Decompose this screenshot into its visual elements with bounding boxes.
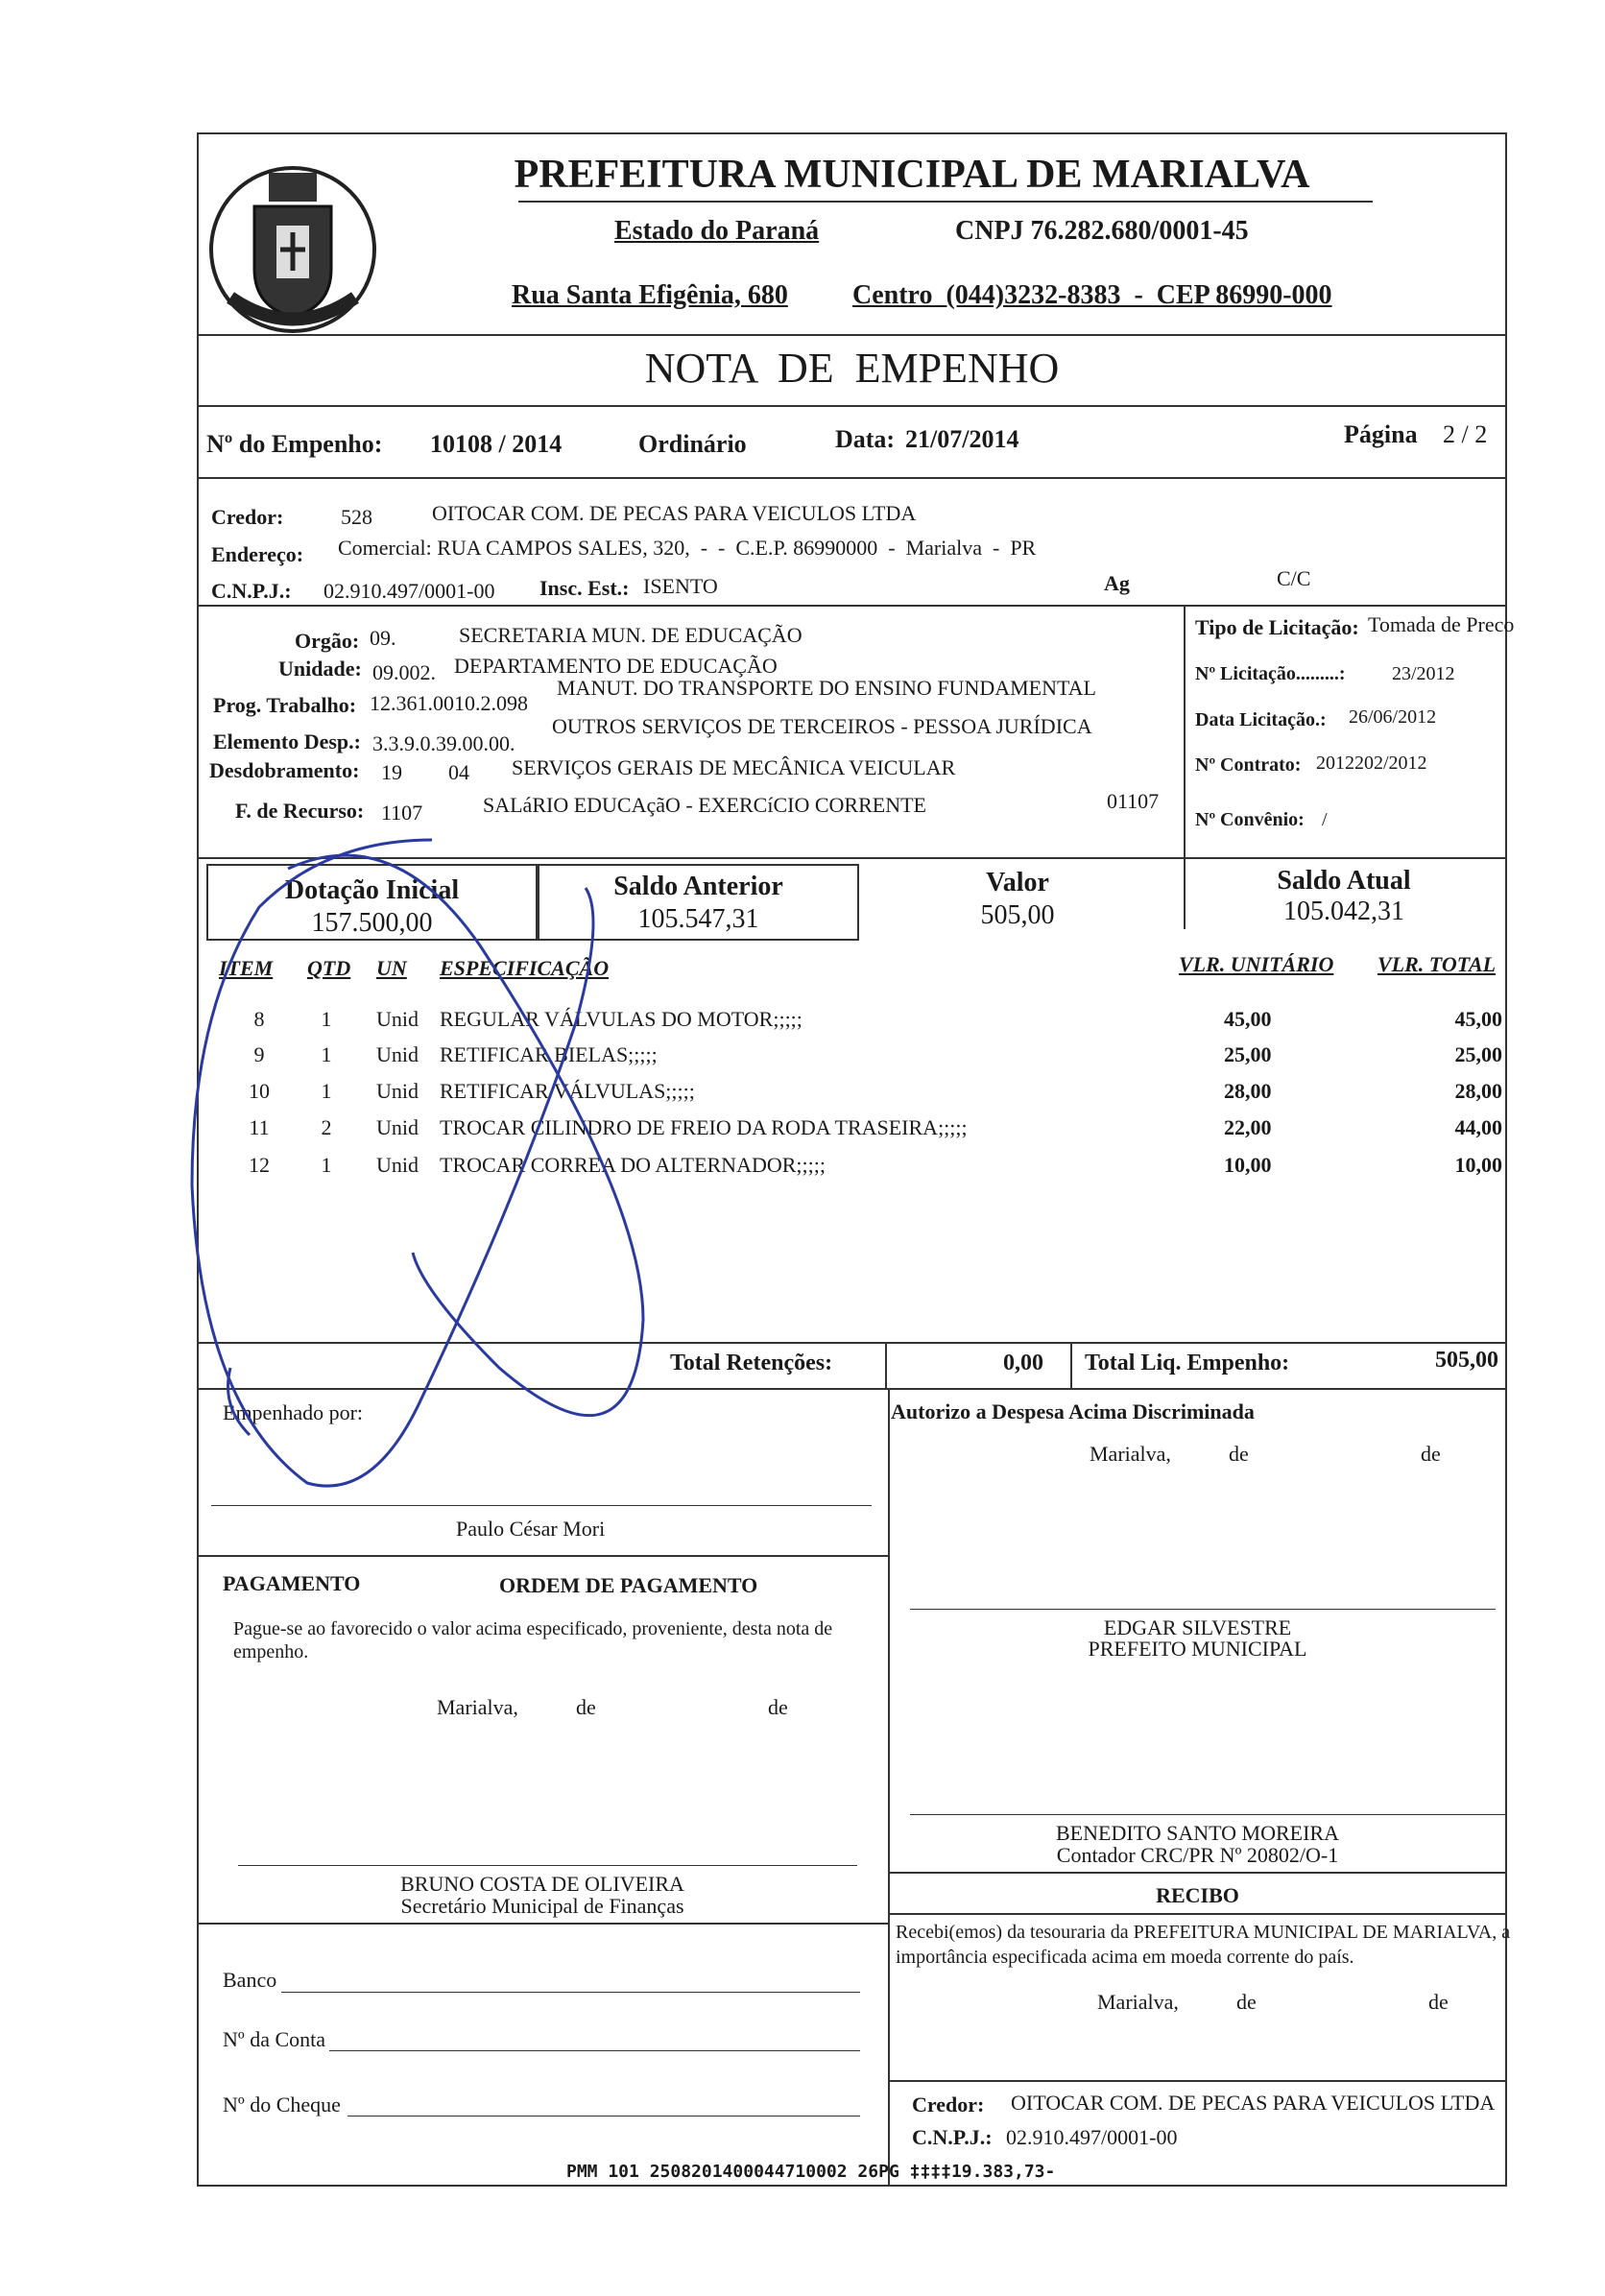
title-underline [518, 201, 1373, 203]
recurso-code2: 01107 [1107, 789, 1160, 813]
prefeito-name: EDGAR SILVESTRE [1103, 1615, 1292, 1639]
item-un: Unid [376, 1153, 419, 1177]
pague-de2: de [768, 1695, 788, 1719]
pague-place: Marialva, [437, 1695, 518, 1719]
item-unit: 10,00 [1224, 1153, 1272, 1177]
item-spec: TROCAR CILINDRO DE FREIO DA RODA TRASEIRA;;;;; [440, 1115, 968, 1139]
header-contact: Centro (044)3232-8383 - CEP 86990-000 [852, 280, 1332, 310]
empenho-type: Ordinário [638, 430, 747, 458]
recibo-label: RECIBO [1156, 1883, 1239, 1907]
orgao-desc: SECRETARIA MUN. DE EDUCAÇÃO [459, 623, 802, 647]
empenho-date: 21/07/2014 [905, 425, 1019, 453]
autorizo-de2: de [1421, 1442, 1441, 1466]
recibo-credor-name: OITOCAR COM. DE PECAS PARA VEICULOS LTDA [1011, 2091, 1496, 2115]
liq-label: Total Liq. Empenho: [1085, 1351, 1290, 1375]
header-address: Rua Santa Efigênia, 680 [512, 280, 788, 310]
item-item: 11 [249, 1115, 270, 1139]
num-licitacao: 23/2012 [1392, 663, 1455, 684]
empenho-number-label: Nº do Empenho: [206, 430, 383, 458]
empenho-number: 10108 / 2014 [430, 430, 563, 458]
convenio: / [1322, 809, 1328, 830]
item-total: 45,00 [1454, 1007, 1502, 1031]
item-un: Unid [376, 1007, 419, 1031]
item-un: Unid [376, 1115, 419, 1139]
item-un: Unid [376, 1042, 419, 1066]
item-qtd: 1 [321, 1079, 332, 1103]
header-title: PREFEITURA MUNICIPAL DE MARIALVA [514, 153, 1310, 197]
contador-name: BENEDITO SANTO MOREIRA [1056, 1821, 1339, 1845]
col-qtd: QTD [307, 956, 351, 980]
dotacao-inicial-label: Dotação Inicial [284, 875, 460, 905]
item-un: Unid [376, 1079, 419, 1103]
ordem-label: ORDEM DE PAGAMENTO [499, 1573, 758, 1597]
num-licitacao-label: Nº Licitação.........: [1195, 663, 1346, 684]
banco-line[interactable] [281, 1992, 860, 1993]
item-total: 28,00 [1454, 1079, 1502, 1103]
header-state: Estado do Paraná [614, 216, 820, 246]
contrato: 2012202/2012 [1316, 753, 1427, 774]
credor-label: Credor: [211, 505, 284, 529]
col-item: ITEM [219, 956, 274, 980]
credor-cnpj: 02.910.497/0001-00 [323, 579, 495, 603]
cheque-label: Nº do Cheque [223, 2093, 341, 2117]
contrato-label: Nº Contrato: [1195, 754, 1302, 776]
handwritten-signature [182, 830, 682, 1502]
unidade-label: Unidade: [278, 657, 362, 681]
item-qtd: 1 [321, 1153, 332, 1177]
cc-label: C/C [1277, 566, 1311, 590]
item-item: 8 [253, 1007, 265, 1031]
recibo-cnpj-label: C.N.P.J.: [912, 2125, 993, 2149]
prog-code: 12.361.0010.2.098 [370, 691, 528, 715]
credor-name: OITOCAR COM. DE PECAS PARA VEICULOS LTDA [432, 501, 917, 525]
doc-title: NOTA DE EMPENHO [644, 345, 1060, 392]
recibo-credor-label: Credor: [912, 2093, 985, 2117]
data-licitacao-label: Data Licitação.: [1195, 709, 1327, 730]
address-label: Endereço: [211, 542, 304, 566]
col-unit: VLR. UNITÁRIO [1179, 952, 1334, 976]
pague-text: Pague-se ao favorecido o valor acima especificado, proveniente, desta nota de empenho. [233, 1618, 833, 1662]
saldo-anterior-value: 105.547,31 [637, 904, 759, 934]
item-unit: 28,00 [1224, 1079, 1272, 1103]
elem-desc: OUTROS SERVIÇOS DE TERCEIROS - PESSOA JURÍDICA [552, 714, 1092, 738]
orgao-code: 09. [370, 626, 396, 650]
item-spec: REGULAR VÁLVULAS DO MOTOR;;;;; [440, 1007, 802, 1031]
dotacao-inicial-value: 157.500,00 [311, 908, 433, 938]
data-licitacao: 26/06/2012 [1349, 706, 1437, 728]
orgao-label: Orgão: [295, 629, 360, 653]
saldo-atual-value: 105.042,31 [1283, 897, 1404, 926]
credor-address: Comercial: RUA CAMPOS SALES, 320, - - C.E.P. 86990000 - Marialva - PR [338, 536, 1037, 560]
page-number: 2 / 2 [1443, 420, 1488, 448]
prefeito-title: PREFEITO MUNICIPAL [1088, 1637, 1307, 1661]
valor-label: Valor [986, 868, 1049, 897]
pague-de1: de [576, 1695, 596, 1719]
secretario-title: Secretário Municipal de Finanças [400, 1894, 684, 1918]
coat-of-arms-logo [202, 154, 384, 346]
conta-line[interactable] [329, 2050, 860, 2051]
empenhado-label: Empenhado por: [223, 1400, 364, 1424]
prog-desc: MANUT. DO TRANSPORTE DO ENSINO FUNDAMENTAL [557, 676, 1096, 700]
recurso-desc: SALáRIO EDUCAçãO - EXERCíCIO CORRENTE [483, 793, 926, 817]
credor-code: 528 [341, 505, 372, 529]
recurso-label: F. de Recurso: [235, 799, 365, 823]
item-item: 9 [253, 1042, 265, 1066]
recurso-code: 1107 [381, 801, 423, 825]
recibo-de2: de [1428, 1990, 1449, 2014]
recibo-cnpj: 02.910.497/0001-00 [1006, 2125, 1178, 2149]
saldo-anterior-label: Saldo Anterior [613, 872, 783, 901]
unidade-code: 09.002. [372, 660, 436, 684]
item-item: 12 [249, 1153, 270, 1177]
item-spec: RETIFICAR BIELAS;;;;; [440, 1042, 658, 1066]
autorizo-de1: de [1229, 1442, 1249, 1466]
col-total: VLR. TOTAL [1377, 952, 1497, 976]
item-total: 25,00 [1454, 1042, 1502, 1066]
conta-label: Nº da Conta [223, 2027, 326, 2051]
recibo-de1: de [1236, 1990, 1257, 2014]
liq-value: 505,00 [1435, 1348, 1498, 1373]
pagamento-label: PAGAMENTO [223, 1571, 361, 1595]
empenho-date-label: Data: [835, 425, 896, 453]
cheque-line[interactable] [347, 2116, 860, 2117]
item-qtd: 2 [321, 1115, 332, 1139]
item-qtd: 1 [321, 1042, 332, 1066]
item-total: 10,00 [1454, 1153, 1502, 1177]
desd-code1: 19 [381, 760, 402, 784]
recibo-place: Marialva, [1097, 1990, 1179, 2014]
recibo-text: Recebi(emos) da tesouraria da PREFEITURA MUNICIPAL DE MARIALVA, a importância especificada acima em moeda corrente do país. [896, 1922, 1511, 1968]
item-total: 44,00 [1454, 1115, 1502, 1139]
tipo-licitacao-label: Tipo de Licitação: [1195, 615, 1359, 639]
empenhado-name: Paulo César Mori [456, 1517, 606, 1541]
item-unit: 45,00 [1224, 1007, 1272, 1031]
desd-label: Desdobramento: [209, 758, 360, 782]
footer-code: PMM 101 2508201400044710002 26PG ‡‡‡‡19.383,73- [566, 2162, 1056, 2182]
item-spec: RETIFICAR VÁLVULAS;;;;; [440, 1079, 695, 1103]
insc-label: Insc. Est.: [539, 576, 630, 600]
autorizo-text: Autorizo a Despesa Acima Discriminada [891, 1399, 1255, 1423]
unidade-desc: DEPARTAMENTO DE EDUCAÇÃO [454, 654, 778, 678]
elem-code: 3.3.9.0.39.00.00. [372, 731, 515, 755]
secretario-name: BRUNO COSTA DE OLIVEIRA [400, 1872, 684, 1896]
item-spec: TROCAR CORREA DO ALTERNADOR;;;;; [440, 1153, 826, 1177]
autorizo-place: Marialva, [1090, 1442, 1171, 1466]
banco-label: Banco [223, 1968, 277, 1992]
col-un: UN [376, 956, 407, 980]
credor-insc: ISENTO [643, 574, 718, 598]
item-unit: 25,00 [1224, 1042, 1272, 1066]
valor-value: 505,00 [980, 900, 1055, 930]
desd-desc: SERVIÇOS GERAIS DE MECÂNICA VEICULAR [512, 755, 956, 779]
desd-code2: 04 [448, 760, 469, 784]
elem-label: Elemento Desp.: [213, 729, 361, 753]
retencoes-value: 0,00 [1003, 1351, 1043, 1375]
prog-label: Prog. Trabalho: [213, 693, 357, 717]
header-cnpj: CNPJ 76.282.680/0001-45 [955, 216, 1249, 246]
item-qtd: 1 [321, 1007, 332, 1031]
item-unit: 22,00 [1224, 1115, 1272, 1139]
retencoes-label: Total Retenções: [670, 1351, 833, 1375]
item-item: 10 [249, 1079, 270, 1103]
contador-title: Contador CRC/PR Nº 20802/O-1 [1056, 1843, 1339, 1867]
cnpj-label: C.N.P.J.: [211, 579, 292, 603]
ag-label: Ag [1104, 571, 1130, 595]
saldo-atual-label: Saldo Atual [1277, 866, 1411, 896]
convenio-label: Nº Convênio: [1195, 809, 1305, 830]
tipo-licitacao: Tomada de Preco [1368, 612, 1515, 636]
page-label: Página [1344, 420, 1418, 448]
col-spec: ESPECIFICAÇÃO [440, 956, 610, 980]
